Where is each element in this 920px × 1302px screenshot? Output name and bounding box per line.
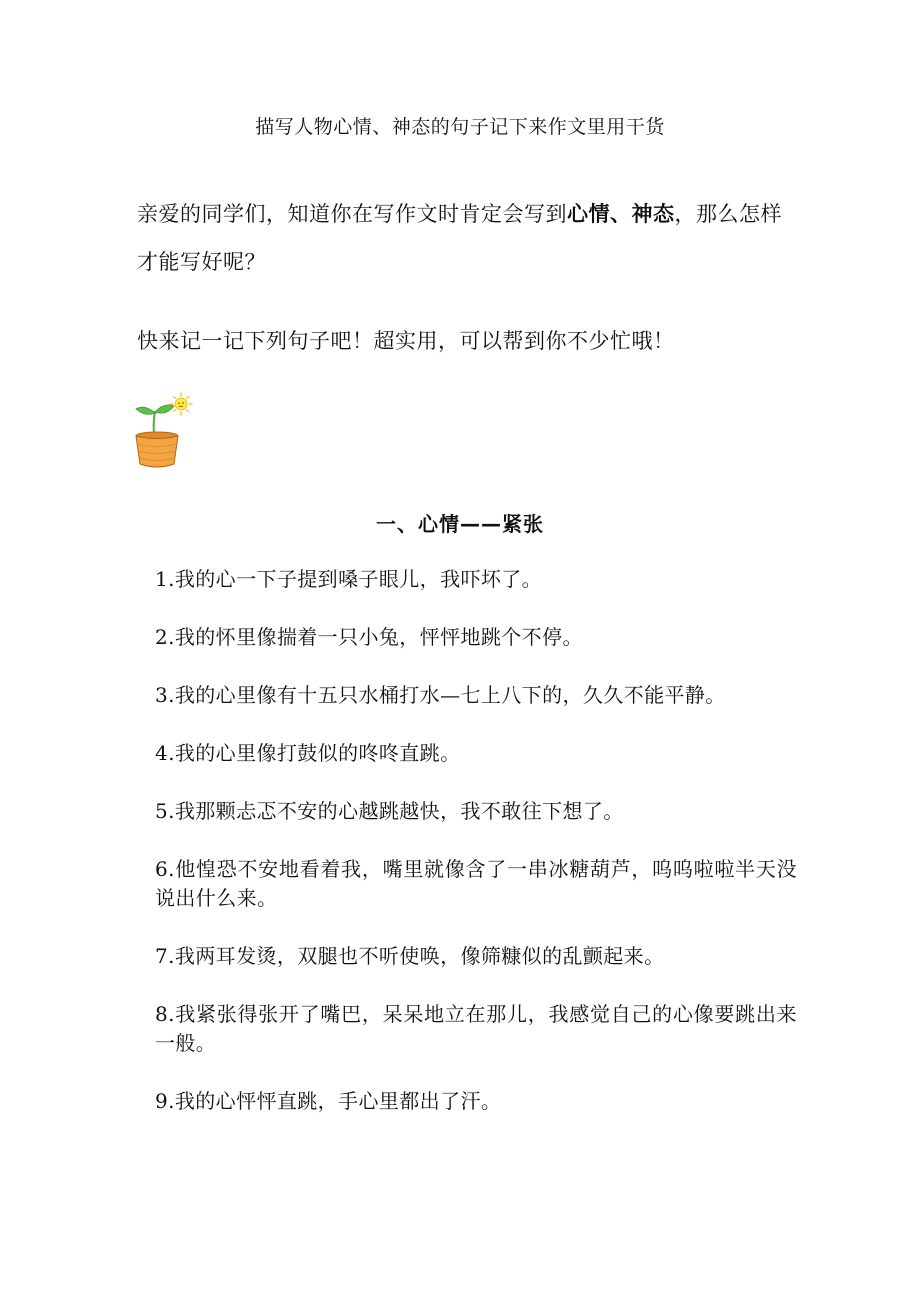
list-item: 3.我的心里像有十五只水桶打水—七上八下的，久久不能平静。 [155, 683, 726, 707]
section-heading: 一、心情——紧张 [376, 512, 544, 536]
list-item: 5.我那颗忐忑不安的心越跳越快，我不敢往下想了。 [155, 799, 624, 823]
list-item: 6.他惶恐不安地看着我，嘴里就像含了一串冰糖葫芦，呜呜啦啦半天没说出什么来。 [155, 857, 797, 910]
sun-icon [170, 393, 192, 415]
document-title: 描写人物心情、神态的句子记下来作文里用干货 [255, 116, 665, 138]
intro-paragraph [137, 190, 797, 286]
intro-bold-keywords: 心情、神态 [567, 202, 675, 226]
list-item: 9.我的心怦怦直跳，手心里都出了汗。 [155, 1089, 502, 1113]
list-item: 7.我两耳发烫，双腿也不听使唤，像筛糠似的乱颤起来。 [155, 944, 665, 968]
sentence-list [155, 565, 797, 1145]
list-item: 8.我紧张得张开了嘴巴，呆呆地立在那儿，我感觉自己的心像要跳出来一般。 [155, 1002, 797, 1055]
sprout-icon [136, 405, 174, 434]
flower-pot-icon [136, 432, 178, 467]
list-item: 1.我的心一下子提到嗓子眼儿，我吓坏了。 [155, 567, 543, 591]
potted-sprout-with-sun-icon [128, 392, 200, 470]
list-item: 4.我的心里像打鼓似的咚咚直跳。 [155, 741, 461, 765]
call-to-action-paragraph: 快来记一记下列句子吧！超实用，可以帮到你不少忙哦！ [137, 329, 675, 353]
list-item: 2.我的怀里像揣着一只小兔，怦怦地跳个不停。 [155, 625, 583, 649]
intro-text-before: 亲爱的同学们，知道你在写作文时肯定会写到 [137, 202, 567, 226]
intro-text-after: ，那么怎样才能写好呢？ [137, 202, 782, 274]
